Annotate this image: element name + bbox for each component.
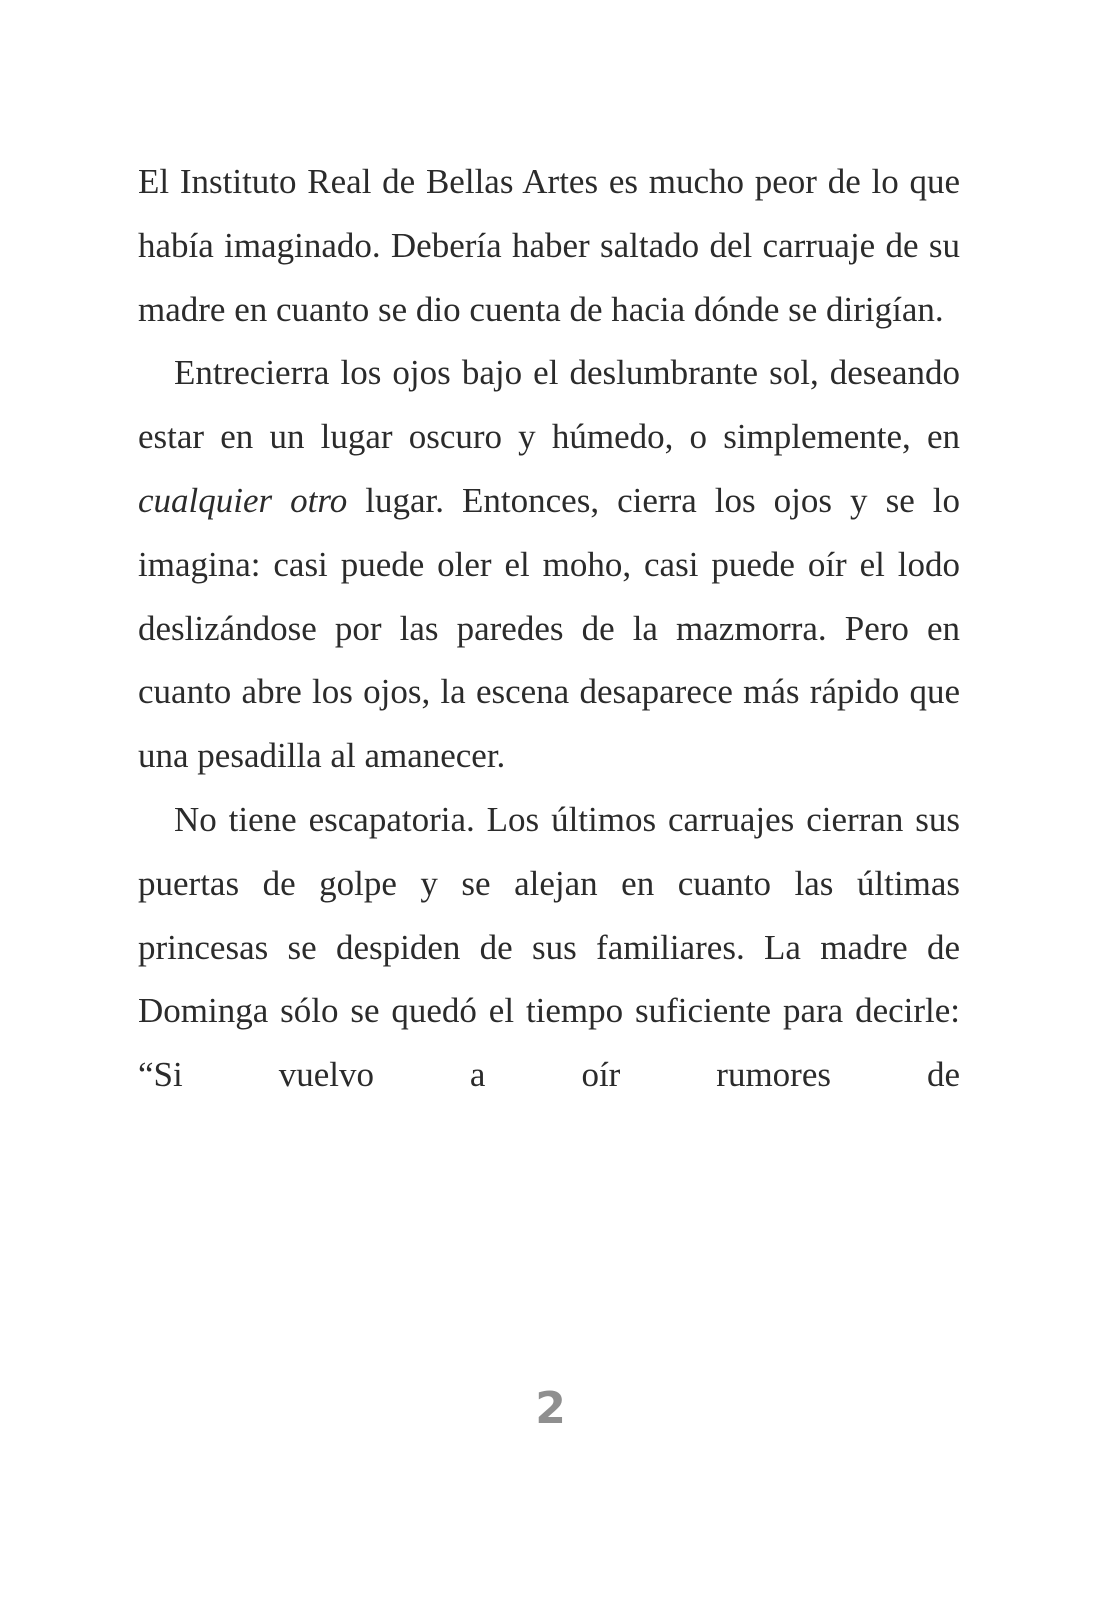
paragraph-2-emphasis: cualquier otro — [138, 480, 348, 520]
paragraph-3 — [138, 788, 960, 1107]
paragraph-2-text-end: lugar. Entonces, cierra los ojos y se lo imagina: casi puede oler el moho, casi puede oír el lodo deslizándose por las paredes de la mazmorra. Pero en cuanto abre los ojos, la escena desaparece más rápido que una pesadilla al amanecer. — [138, 480, 961, 776]
paragraph-2-text-start: Entrecierra los ojos bajo el deslumbrante sol, deseando estar en un lugar oscuro y húmedo, o simplemente, en — [138, 353, 960, 457]
body-text — [138, 150, 960, 1107]
paragraph-3-text: No tiene escapatoria. Los últimos carruajes cierran sus puertas de golpe y se alejan en cuanto las últimas princesas se despiden de sus familiares. La madre de Dominga sólo se quedó el tiempo suficiente para decirle: “Si vuelvo a oír rumores de — [138, 799, 960, 1095]
page-number: 2 — [535, 1383, 566, 1434]
paragraph-2 — [138, 341, 960, 788]
paragraph-1 — [138, 150, 960, 341]
paragraph-1-text: El Instituto Real de Bellas Artes es mucho peor de lo que había imaginado. Debería haber saltado del carruaje de su madre en cuanto se dio cuenta de hacia dónde se dirigían. — [138, 162, 960, 329]
